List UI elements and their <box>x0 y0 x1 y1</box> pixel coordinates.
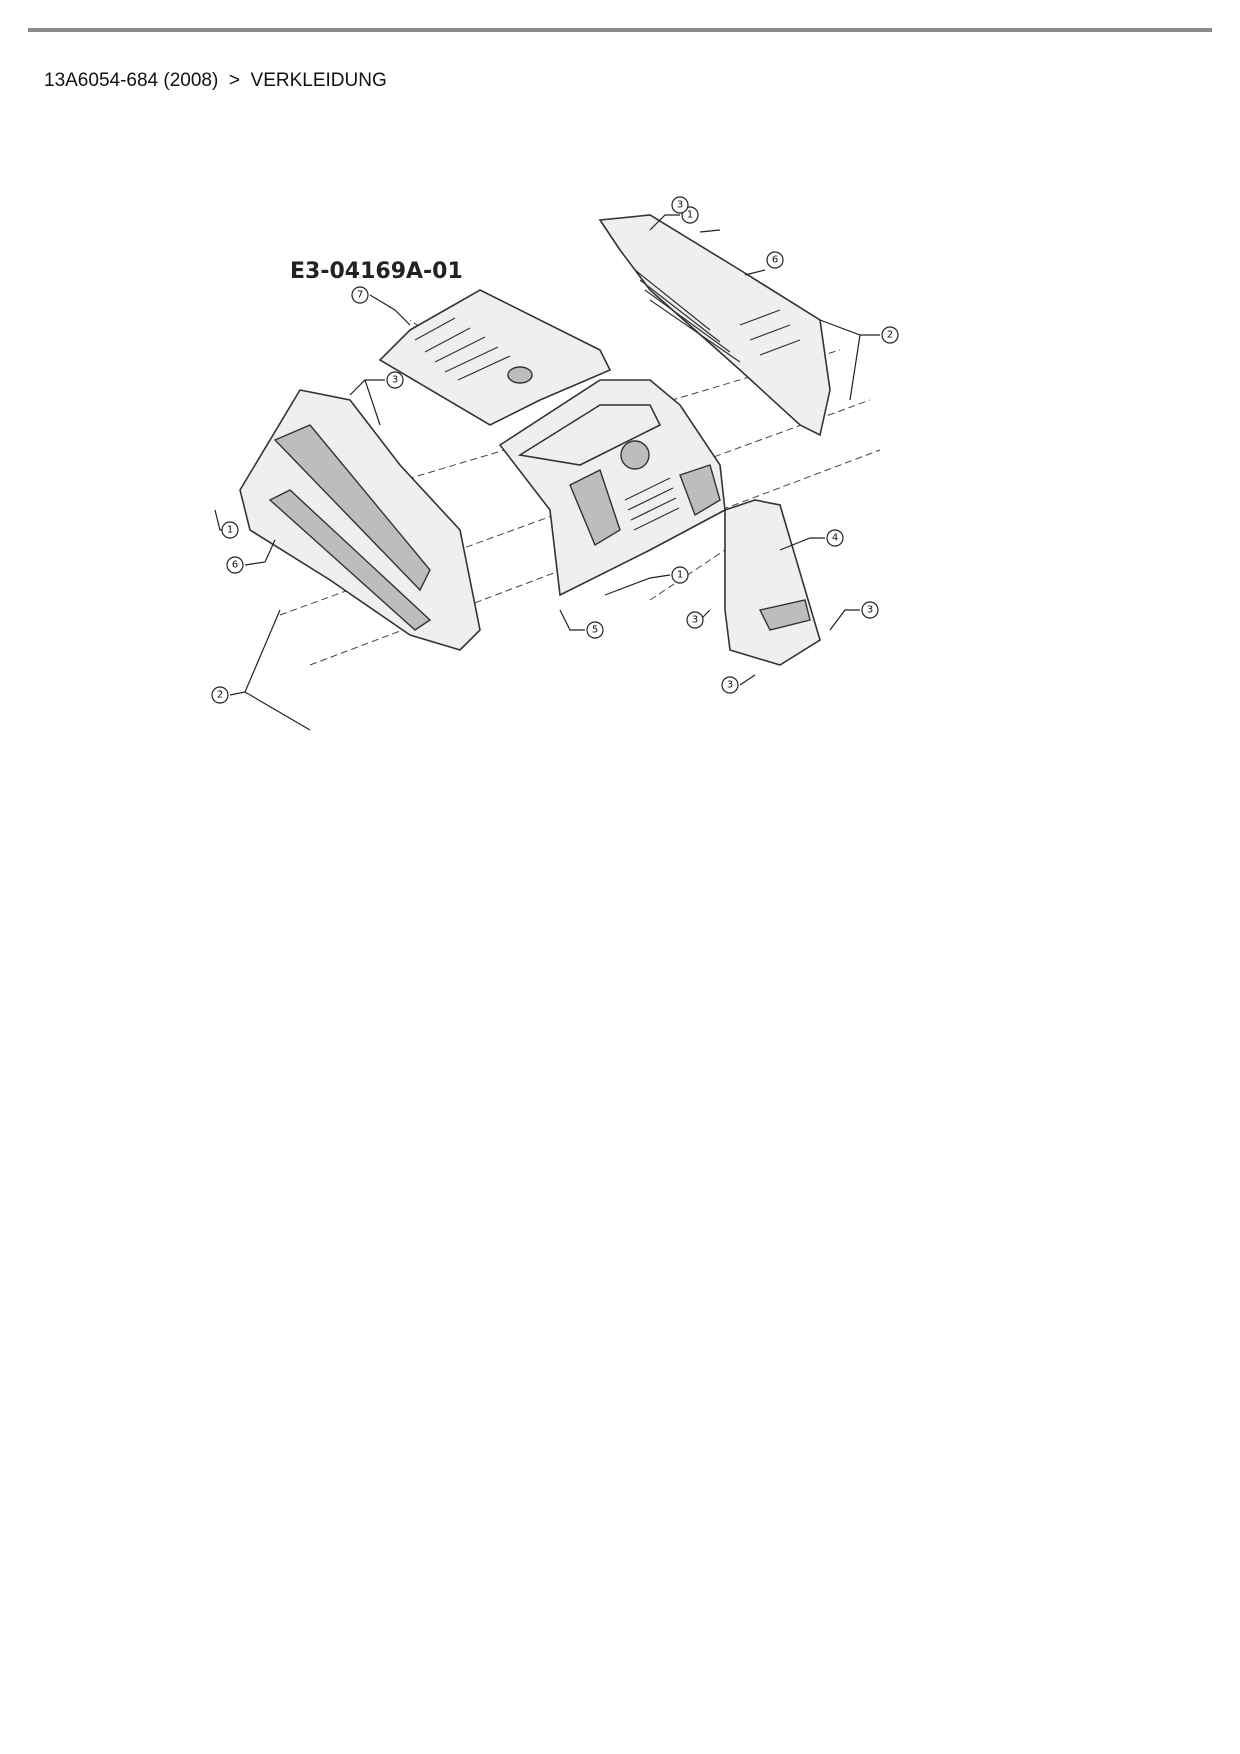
callout-6a[interactable] <box>227 557 243 573</box>
breadcrumb-section: VERKLEIDUNG <box>250 70 387 91</box>
exploded-parts-diagram <box>180 199 1060 830</box>
breadcrumb-separator: > <box>228 70 240 91</box>
callout-3d[interactable] <box>862 602 878 618</box>
callout-label: 1 <box>686 209 694 221</box>
callout-label: 7 <box>356 289 364 301</box>
diagram-svg <box>180 199 1060 830</box>
callout-4[interactable] <box>827 530 843 546</box>
breadcrumb-model[interactable]: 13A6054-684 (2008) <box>44 70 219 91</box>
callout-label: 3 <box>866 604 874 616</box>
callout-1b[interactable] <box>222 522 238 538</box>
callout-label: 3 <box>691 614 699 626</box>
callout-2b[interactable] <box>212 687 228 703</box>
callout-label: 1 <box>676 569 684 581</box>
drawing-id: E3-04169A-01 <box>290 259 463 284</box>
callout-3b[interactable] <box>387 372 403 388</box>
part-5-dashboard <box>500 380 725 595</box>
breadcrumb <box>44 70 387 92</box>
callout-1c[interactable] <box>672 567 688 583</box>
callout-label: 3 <box>676 199 684 211</box>
callout-label: 2 <box>886 329 894 341</box>
callout-label: 6 <box>231 559 239 571</box>
callout-label: 6 <box>771 254 779 266</box>
callout-2a[interactable] <box>882 327 898 343</box>
part-4-column-cover <box>725 500 820 665</box>
callout-label: 4 <box>831 532 839 544</box>
callout-3a[interactable] <box>672 197 688 213</box>
callout-label: 5 <box>591 624 599 636</box>
callout-label: 3 <box>391 374 399 386</box>
callout-label: 2 <box>216 689 224 701</box>
callout-6b[interactable] <box>767 252 783 268</box>
callout-label: 1 <box>226 524 234 536</box>
callout-5[interactable] <box>587 622 603 638</box>
callout-7[interactable] <box>352 287 368 303</box>
callout-3c[interactable] <box>687 612 703 628</box>
callout-3e[interactable] <box>722 677 738 693</box>
part-6-left-side-panel <box>240 390 480 650</box>
callout-label: 3 <box>726 679 734 691</box>
top-divider <box>28 28 1212 32</box>
